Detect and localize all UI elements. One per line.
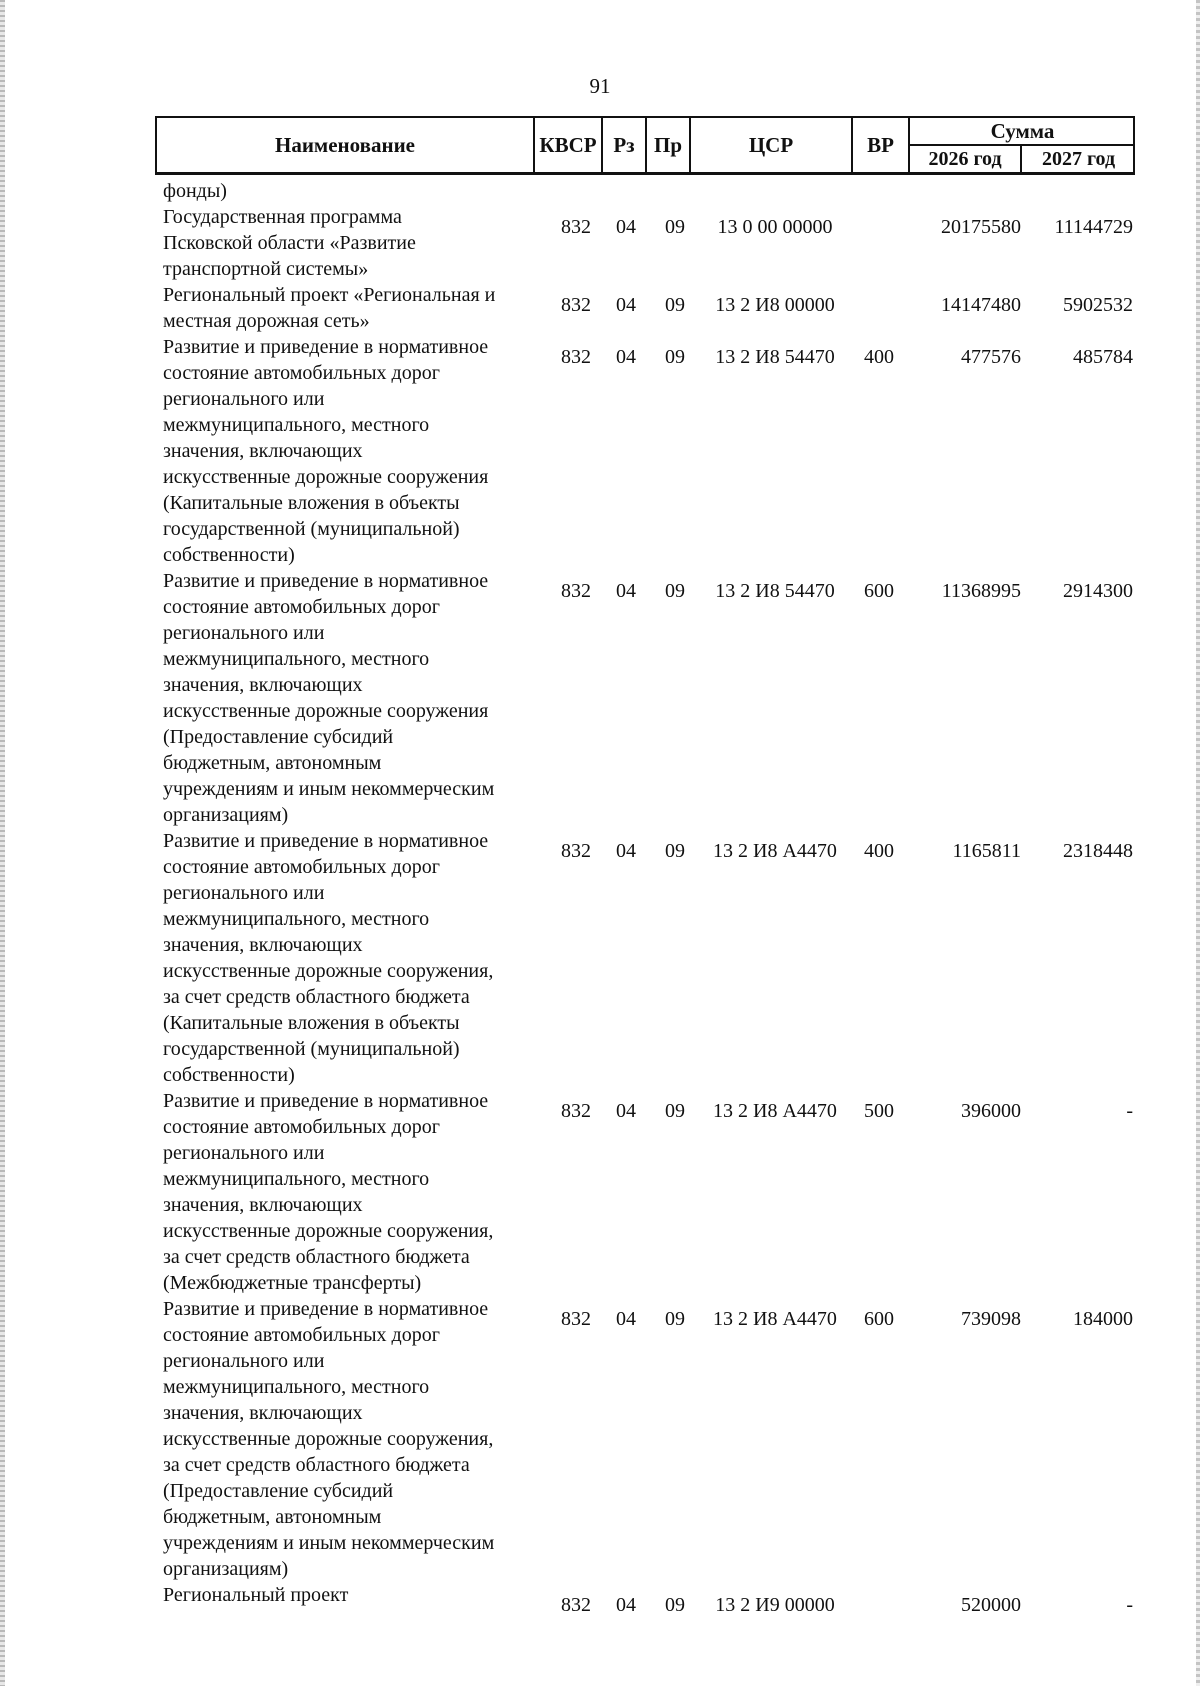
row-name-line: межмуниципального, местного (163, 414, 430, 436)
row-name-line: Развитие и приведение в нормативное (163, 336, 489, 358)
row-name-line: Развитие и приведение в нормативное (163, 570, 489, 592)
header-year-2027: 2027 год (1041, 148, 1116, 170)
row-pr: 09 (665, 1308, 685, 1330)
header-rz: Рз (603, 118, 647, 172)
header-csr: ЦСР (691, 118, 853, 172)
row-csr: 13 2 И8 А4470 (713, 1308, 837, 1330)
row-name-line: состояние автомобильных дорог (163, 362, 440, 384)
table-header (155, 116, 1135, 175)
row-name-line: Развитие и приведение в нормативное (163, 1298, 489, 1320)
row-name-line: фонды) (163, 180, 227, 202)
row-csr: 13 2 И8 А4470 (713, 1100, 837, 1122)
row-amount-2027: 2318448 (1063, 840, 1133, 862)
row-name-line: (Предоставление субсидий (163, 726, 394, 748)
row-amount-2027: - (1126, 1100, 1133, 1122)
row-rz: 04 (616, 216, 636, 238)
table-row (155, 178, 1135, 204)
row-name-line: регионального или (163, 1142, 325, 1164)
row-rz: 04 (616, 346, 636, 368)
row-name-line: собственности) (163, 544, 295, 566)
table-row (155, 1582, 1135, 1616)
row-name-line: искусственные дорожные сооружения, (163, 1220, 494, 1242)
row-name-line: межмуниципального, местного (163, 648, 430, 670)
header-summa: Сумма (910, 118, 1135, 146)
row-name-line: искусственные дорожные сооружения (163, 700, 489, 722)
row-amount-2027: 5902532 (1063, 294, 1133, 316)
row-amount-2026: 1165811 (952, 840, 1021, 862)
scan-right-edge (1196, 0, 1200, 1686)
table-row (155, 334, 1135, 568)
row-name-line: за счет средств областного бюджета (163, 1246, 470, 1268)
row-vr: 600 (864, 1308, 894, 1330)
row-csr: 13 2 И8 А4470 (713, 840, 837, 862)
row-csr: 13 2 И8 54470 (715, 580, 835, 602)
table-row (155, 1088, 1135, 1296)
row-name-line: (Предоставление субсидий (163, 1480, 394, 1502)
table-row (155, 1296, 1135, 1582)
row-name-line: значения, включающих (163, 1194, 363, 1216)
table-row (155, 828, 1135, 1088)
row-csr: 13 2 И9 00000 (715, 1594, 835, 1616)
row-amount-2027: - (1126, 1594, 1133, 1616)
row-amount-2026: 20175580 (941, 216, 1021, 238)
row-name-line: бюджетным, автономным (163, 752, 382, 774)
row-name-line: значения, включающих (163, 1402, 363, 1424)
scan-left-edge (0, 0, 5, 1686)
header-name: Наименование (157, 118, 535, 172)
row-rz: 04 (616, 840, 636, 862)
row-amount-2026: 396000 (961, 1100, 1021, 1122)
row-name-line: (Капитальные вложения в объекты (163, 492, 460, 514)
row-amount-2026: 739098 (961, 1308, 1021, 1330)
header-vr: ВР (853, 118, 910, 172)
row-name-line: состояние автомобильных дорог (163, 1116, 440, 1138)
table-row (155, 204, 1135, 282)
row-name-line: собственности) (163, 1064, 295, 1086)
row-name-line: Региональный проект «Региональная и (163, 284, 496, 306)
row-name-line: состояние автомобильных дорог (163, 856, 440, 878)
row-pr: 09 (665, 216, 685, 238)
row-vr: 400 (864, 840, 894, 862)
row-name-line: значения, включающих (163, 934, 363, 956)
header-year-2026: 2026 год (910, 146, 1022, 173)
row-name-line: организациям) (163, 804, 289, 826)
row-kvsr: 832 (561, 840, 591, 862)
row-pr: 09 (665, 346, 685, 368)
table-body (155, 178, 1135, 1616)
row-name-line: Региональный проект (163, 1584, 349, 1606)
row-amount-2026: 520000 (961, 1594, 1021, 1616)
row-pr: 09 (665, 294, 685, 316)
row-name-line: государственной (муниципальной) (163, 1038, 460, 1060)
row-pr: 09 (665, 840, 685, 862)
row-name (155, 568, 530, 828)
row-name-line: организациям) (163, 1558, 289, 1580)
row-name-line: регионального или (163, 388, 325, 410)
row-kvsr: 832 (561, 1100, 591, 1122)
row-amount-2027: 184000 (1073, 1308, 1133, 1330)
row-rz: 04 (616, 294, 636, 316)
row-csr: 13 2 И8 00000 (715, 294, 835, 316)
row-name-line: бюджетным, автономным (163, 1506, 382, 1528)
row-name-line: учреждениям и иным некоммерческим (163, 778, 495, 800)
row-name-line: местная дорожная сеть» (163, 310, 370, 332)
row-name-line: значения, включающих (163, 674, 363, 696)
row-kvsr: 832 (561, 346, 591, 368)
page-number: 91 (589, 74, 611, 98)
row-kvsr: 832 (561, 216, 591, 238)
row-name-line: за счет средств областного бюджета (163, 986, 470, 1008)
row-name-line: Развитие и приведение в нормативное (163, 1090, 489, 1112)
header-kvsr: КВСР (535, 118, 603, 172)
row-rz: 04 (616, 1308, 636, 1330)
row-name (155, 1088, 530, 1296)
row-amount-2026: 11368995 (941, 580, 1021, 602)
row-csr: 13 2 И8 54470 (715, 346, 835, 368)
row-name-line: состояние автомобильных дорог (163, 596, 440, 618)
row-kvsr: 832 (561, 580, 591, 602)
row-vr: 600 (864, 580, 894, 602)
row-name-line: регионального или (163, 1350, 325, 1372)
row-name-line: регионального или (163, 622, 325, 644)
row-name-line: искусственные дорожные сооружения (163, 466, 489, 488)
row-name-line: (Капитальные вложения в объекты (163, 1012, 460, 1034)
row-name-line: учреждениям и иным некоммерческим (163, 1532, 495, 1554)
row-kvsr: 832 (561, 1308, 591, 1330)
row-pr: 09 (665, 1594, 685, 1616)
table-row (155, 568, 1135, 828)
row-name-line: искусственные дорожные сооружения, (163, 960, 494, 982)
table-row (155, 282, 1135, 334)
row-name-line: Государственная программа (163, 206, 402, 228)
row-name-line: межмуниципального, местного (163, 1168, 430, 1190)
row-name-line: искусственные дорожные сооружения, (163, 1428, 494, 1450)
row-name-line: регионального или (163, 882, 325, 904)
row-name (155, 1296, 530, 1582)
row-vr: 500 (864, 1100, 894, 1122)
row-name-line: межмуниципального, местного (163, 1376, 430, 1398)
row-name-line: (Межбюджетные трансферты) (163, 1272, 422, 1294)
row-amount-2027: 2914300 (1063, 580, 1133, 602)
row-name-line: значения, включающих (163, 440, 363, 462)
row-vr: 400 (864, 346, 894, 368)
row-name (155, 334, 530, 568)
row-name (155, 282, 530, 334)
row-name (155, 828, 530, 1088)
row-rz: 04 (616, 1100, 636, 1122)
row-amount-2027: 11144729 (1054, 216, 1133, 238)
row-pr: 09 (665, 1100, 685, 1122)
row-name-line: Псковской области «Развитие (163, 232, 416, 254)
row-kvsr: 832 (561, 1594, 591, 1616)
row-pr: 09 (665, 580, 685, 602)
row-name (155, 1582, 530, 1608)
header-pr: Пр (647, 118, 691, 172)
row-name-line: транспортной системы» (163, 258, 369, 280)
row-name-line: государственной (муниципальной) (163, 518, 460, 540)
row-name-line: межмуниципального, местного (163, 908, 430, 930)
row-name-line: состояние автомобильных дорог (163, 1324, 440, 1346)
row-rz: 04 (616, 580, 636, 602)
row-kvsr: 832 (561, 294, 591, 316)
header-summa-group (910, 118, 1135, 172)
row-amount-2026: 14147480 (941, 294, 1021, 316)
row-rz: 04 (616, 1594, 636, 1616)
row-name (155, 204, 530, 282)
row-csr: 13 0 00 00000 (717, 216, 833, 238)
row-name-line: Развитие и приведение в нормативное (163, 830, 489, 852)
row-amount-2027: 485784 (1073, 346, 1133, 368)
row-name (155, 178, 530, 204)
row-amount-2026: 477576 (961, 346, 1021, 368)
row-name-line: за счет средств областного бюджета (163, 1454, 470, 1476)
